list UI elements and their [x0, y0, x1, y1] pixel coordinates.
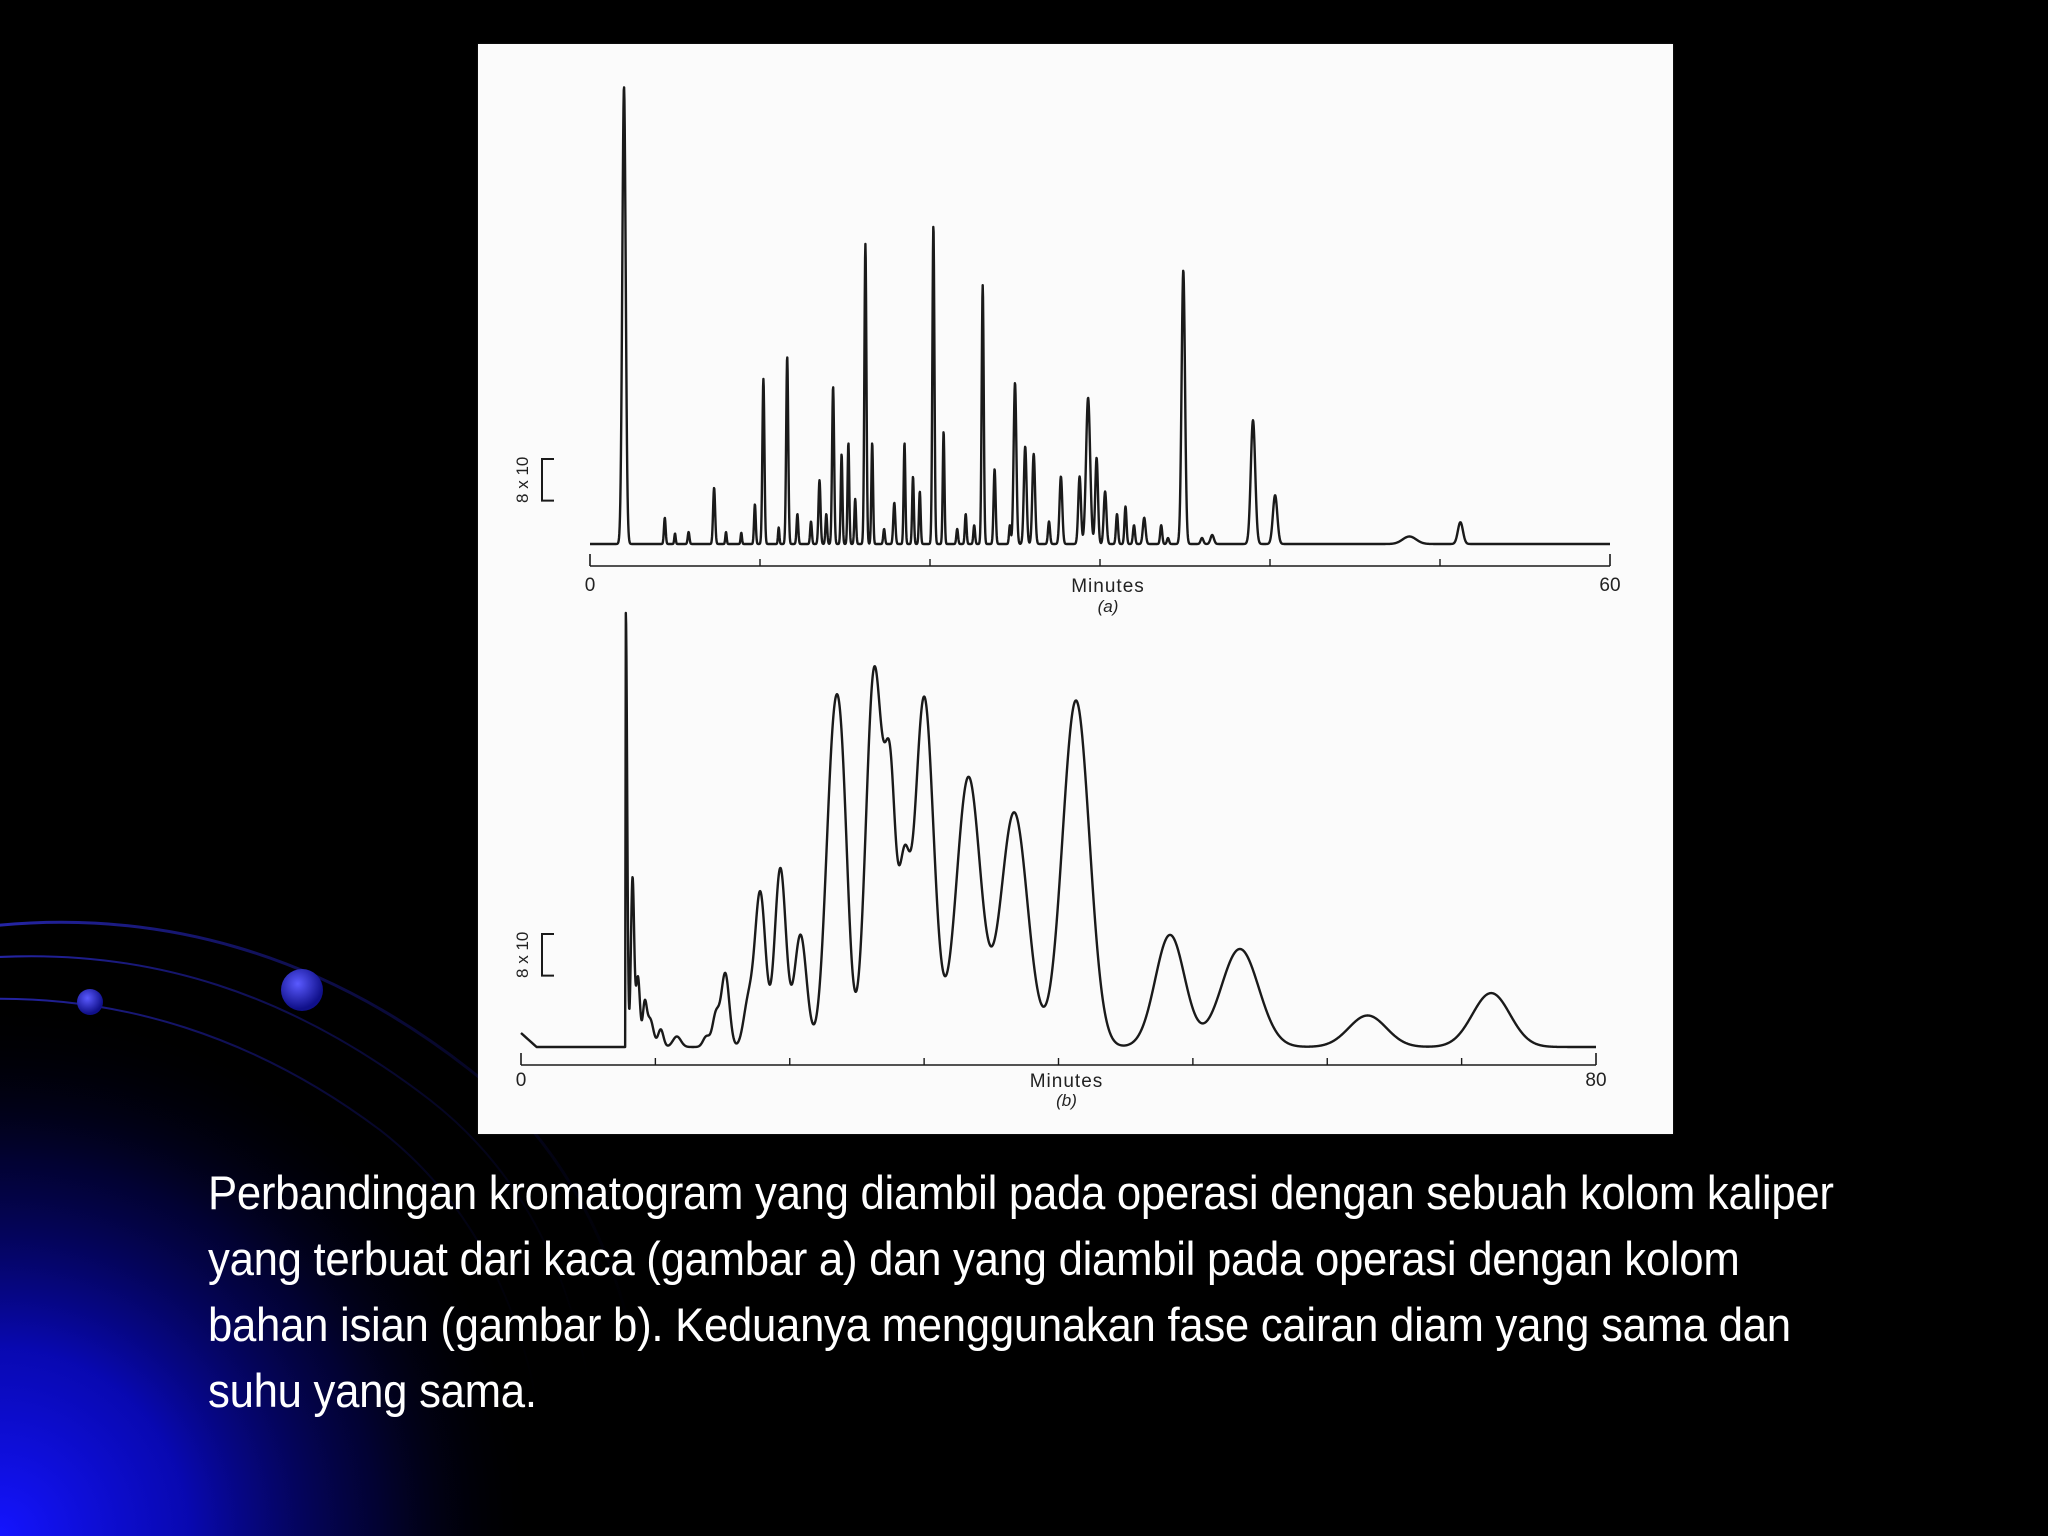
x-axis-label: Minutes	[1071, 576, 1145, 597]
chromatogram-trace	[590, 87, 1610, 544]
decorative-orb-small	[77, 989, 103, 1015]
slide-caption: Perbandingan kromatogram yang diambil pada operasi dengan sebuah kolom kaliper yang terbuat dari kaca (gambar a) dan yang diambil pada operasi dengan kolom bahan isian (gambar b). Keduanya menggunakan fase cairan diam yang sama dan suhu yang sama.	[208, 1166, 1834, 1417]
x-tick-label-start: 0	[515, 1070, 527, 1091]
panel-label: (b)	[1056, 1091, 1077, 1110]
x-tick-label-end: 60	[1599, 575, 1621, 596]
panel-label: (a)	[1097, 597, 1119, 616]
scale-bar-label: 8 x 10	[513, 931, 532, 978]
chromatogram-a	[513, 87, 1621, 616]
chromatogram-figure	[478, 44, 1673, 1134]
decorative-orb-large	[281, 969, 323, 1011]
scale-bar-bracket	[542, 459, 554, 501]
chromatogram-comparison-chart	[478, 44, 1673, 1134]
chromatogram-trace	[521, 613, 1596, 1047]
x-axis-label: Minutes	[1029, 1071, 1104, 1092]
x-tick-label-end: 80	[1585, 1070, 1607, 1091]
chromatogram-b	[513, 613, 1607, 1110]
scale-bar-label: 8 x 10	[513, 456, 532, 503]
scale-bar-bracket	[542, 934, 554, 976]
x-tick-label-start: 0	[584, 575, 596, 596]
